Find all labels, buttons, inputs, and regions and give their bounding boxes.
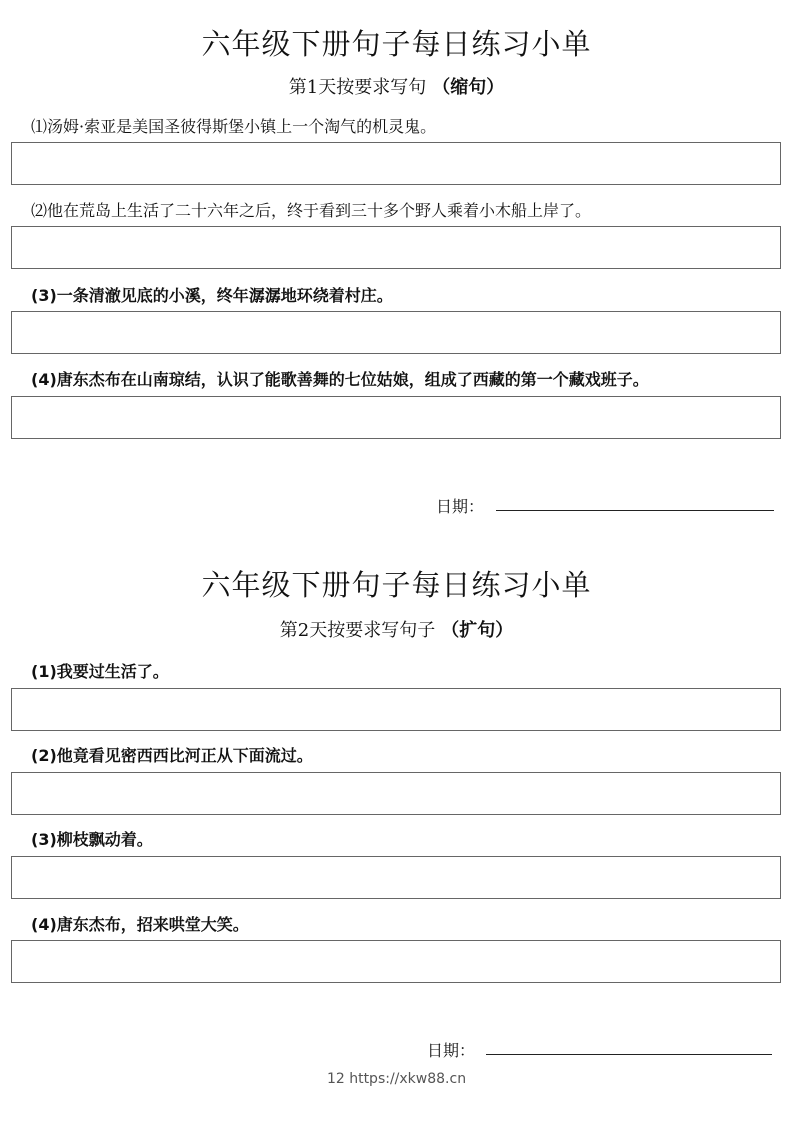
sheet1-date-label: 日期： (436, 497, 485, 516)
sheet2-title: 六年级下册句子每日练习小单 (201, 568, 592, 602)
sheet1-question-3: (3)一条清澈见底的小溪，终年潺潺地环绕着村庄。 (31, 286, 393, 305)
sheet1-question-1: ⑴汤姆·索亚是美国圣彼得斯堡小镇上一个淘气的机灵鬼。 (31, 117, 437, 136)
sheet1-subtitle-tag: （缩句） (432, 77, 505, 98)
sheet2-answer-box-1[interactable] (11, 688, 781, 731)
sheet1-answer-box-3[interactable] (11, 311, 781, 354)
sheet1-answer-box-2[interactable] (11, 226, 781, 269)
sheet2-subtitle-text: 第2天按要求写句子 (279, 620, 436, 641)
sheet1-question-4: (4)唐东杰布在山南琼结，认识了能歌善舞的七位姑娘，组成了西藏的第一个藏戏班子。 (31, 370, 649, 389)
sheet2-question-3: (3)柳枝飘动着。 (31, 830, 153, 849)
sheet2-subtitle (0, 616, 793, 642)
sheet2-date-label: 日期： (427, 1041, 476, 1060)
sheet1-subtitle (0, 73, 793, 99)
sheet1-title: 六年级下册句子每日练习小单 (201, 27, 592, 61)
sheet2-date-line[interactable] (486, 1054, 772, 1055)
sheet2-question-2: (2)他竟看见密西西比河正从下面流过。 (31, 746, 313, 765)
sheet1-answer-box-1[interactable] (11, 142, 781, 185)
sheet1-answer-box-4[interactable] (11, 396, 781, 439)
sheet1-date-line[interactable] (496, 510, 774, 511)
sheet2-question-4: (4)唐东杰布，招来哄堂大笑。 (31, 915, 249, 934)
sheet2-question-1: (1)我要过生活了。 (31, 662, 169, 681)
sheet2-answer-box-3[interactable] (11, 856, 781, 899)
sheet1-subtitle-text: 第1天按要求写句 (288, 77, 427, 98)
page-footer: 12 https://xkw88.cn (326, 1071, 467, 1087)
sheet2-answer-box-2[interactable] (11, 772, 781, 815)
sheet2-answer-box-4[interactable] (11, 940, 781, 983)
sheet1-question-2: ⑵他在荒岛上生活了二十六年之后，终于看到三十多个野人乘着小木船上岸了。 (31, 201, 592, 220)
sheet2-subtitle-tag: （扩句） (441, 620, 514, 641)
